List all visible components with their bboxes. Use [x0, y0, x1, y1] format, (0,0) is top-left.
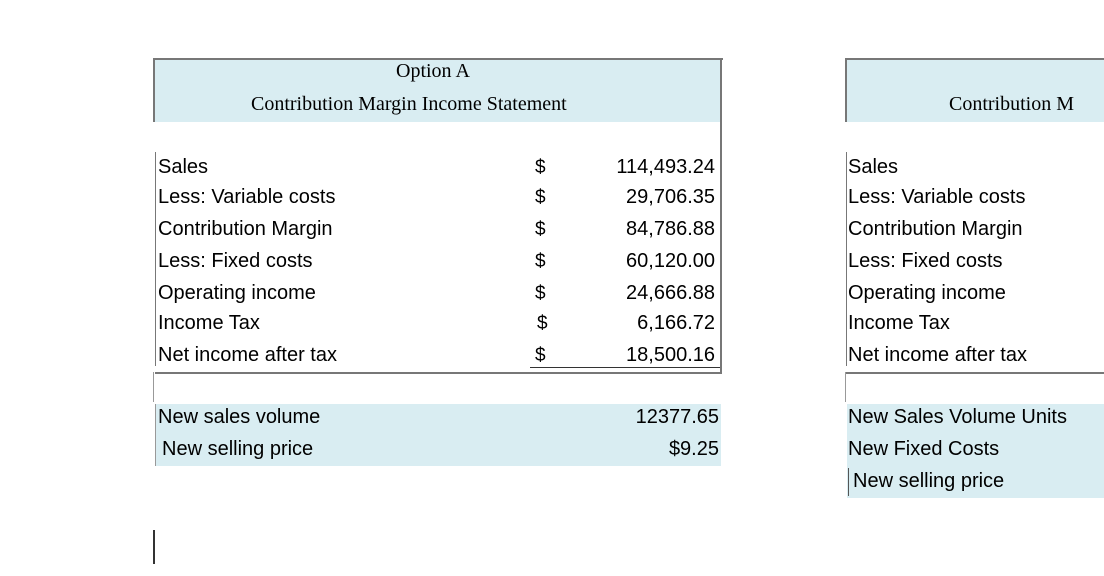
option-b-left-edge [846, 152, 847, 366]
row-value: 29,706.35 [626, 186, 715, 208]
row-label: Contribution Margin [848, 218, 1023, 240]
new-selling-price-value: $9.25 [668, 438, 719, 460]
row-value: 6,166.72 [637, 312, 715, 334]
option-b-lower-edge [845, 372, 846, 402]
text-cursor [153, 530, 155, 564]
new-sales-volume-label: New sales volume [158, 406, 321, 428]
option-b-bottom-border [846, 372, 1104, 374]
row-label: Less: Variable costs [848, 186, 1026, 208]
new-sales-volume-value: 12377.65 [635, 406, 719, 428]
option-a-bottom-border [155, 372, 722, 374]
row-label: Less: Fixed costs [158, 250, 313, 272]
currency-symbol: $ [535, 157, 546, 178]
row-value: 18,500.16 [626, 344, 715, 366]
row-label: Operating income [848, 282, 1006, 304]
new-selling-price-label: New selling price [853, 470, 1005, 492]
option-a-right-border [720, 58, 722, 374]
row-label: Net income after tax [158, 344, 337, 366]
currency-symbol: $ [535, 219, 546, 240]
row-label: Less: Fixed costs [848, 250, 1003, 272]
option-a-left-border [153, 58, 155, 122]
row-label: Sales [158, 156, 209, 178]
currency-symbol: $ [535, 251, 546, 272]
option-a-lower-edge [153, 372, 154, 402]
row-value: 84,786.88 [626, 218, 715, 240]
currency-symbol: $ [537, 313, 548, 334]
option-a-extra-edge [155, 404, 156, 466]
total-underline [530, 367, 720, 368]
row-value: 60,120.00 [626, 250, 715, 272]
option-a-left-edge [155, 152, 156, 366]
option-a-title: Option A [396, 60, 470, 82]
new-sales-volume-units-label: New Sales Volume Units [848, 406, 1067, 428]
row-label: Income Tax [848, 312, 950, 334]
option-b-subtitle: Contribution M [949, 93, 1075, 115]
option-a-subtitle: Contribution Margin Income Statement [251, 93, 567, 115]
currency-symbol: $ [535, 345, 546, 366]
new-fixed-costs-label: New Fixed Costs [848, 438, 1000, 460]
option-b-top-border [845, 58, 1104, 60]
row-label: Net income after tax [848, 344, 1027, 366]
row-label: Less: Variable costs [158, 186, 336, 208]
row-label: Operating income [158, 282, 316, 304]
row-label: Sales [848, 156, 899, 178]
row-label: Income Tax [158, 312, 260, 334]
currency-symbol: $ [535, 187, 546, 208]
row-label: Contribution Margin [158, 218, 333, 240]
row-value: 114,493.24 [616, 156, 715, 178]
option-b-left-border [845, 58, 847, 122]
currency-symbol: $ [535, 283, 546, 304]
row-value: 24,666.88 [626, 282, 715, 304]
option-b-cell-edge [848, 468, 849, 496]
new-selling-price-label: New selling price [162, 438, 314, 460]
